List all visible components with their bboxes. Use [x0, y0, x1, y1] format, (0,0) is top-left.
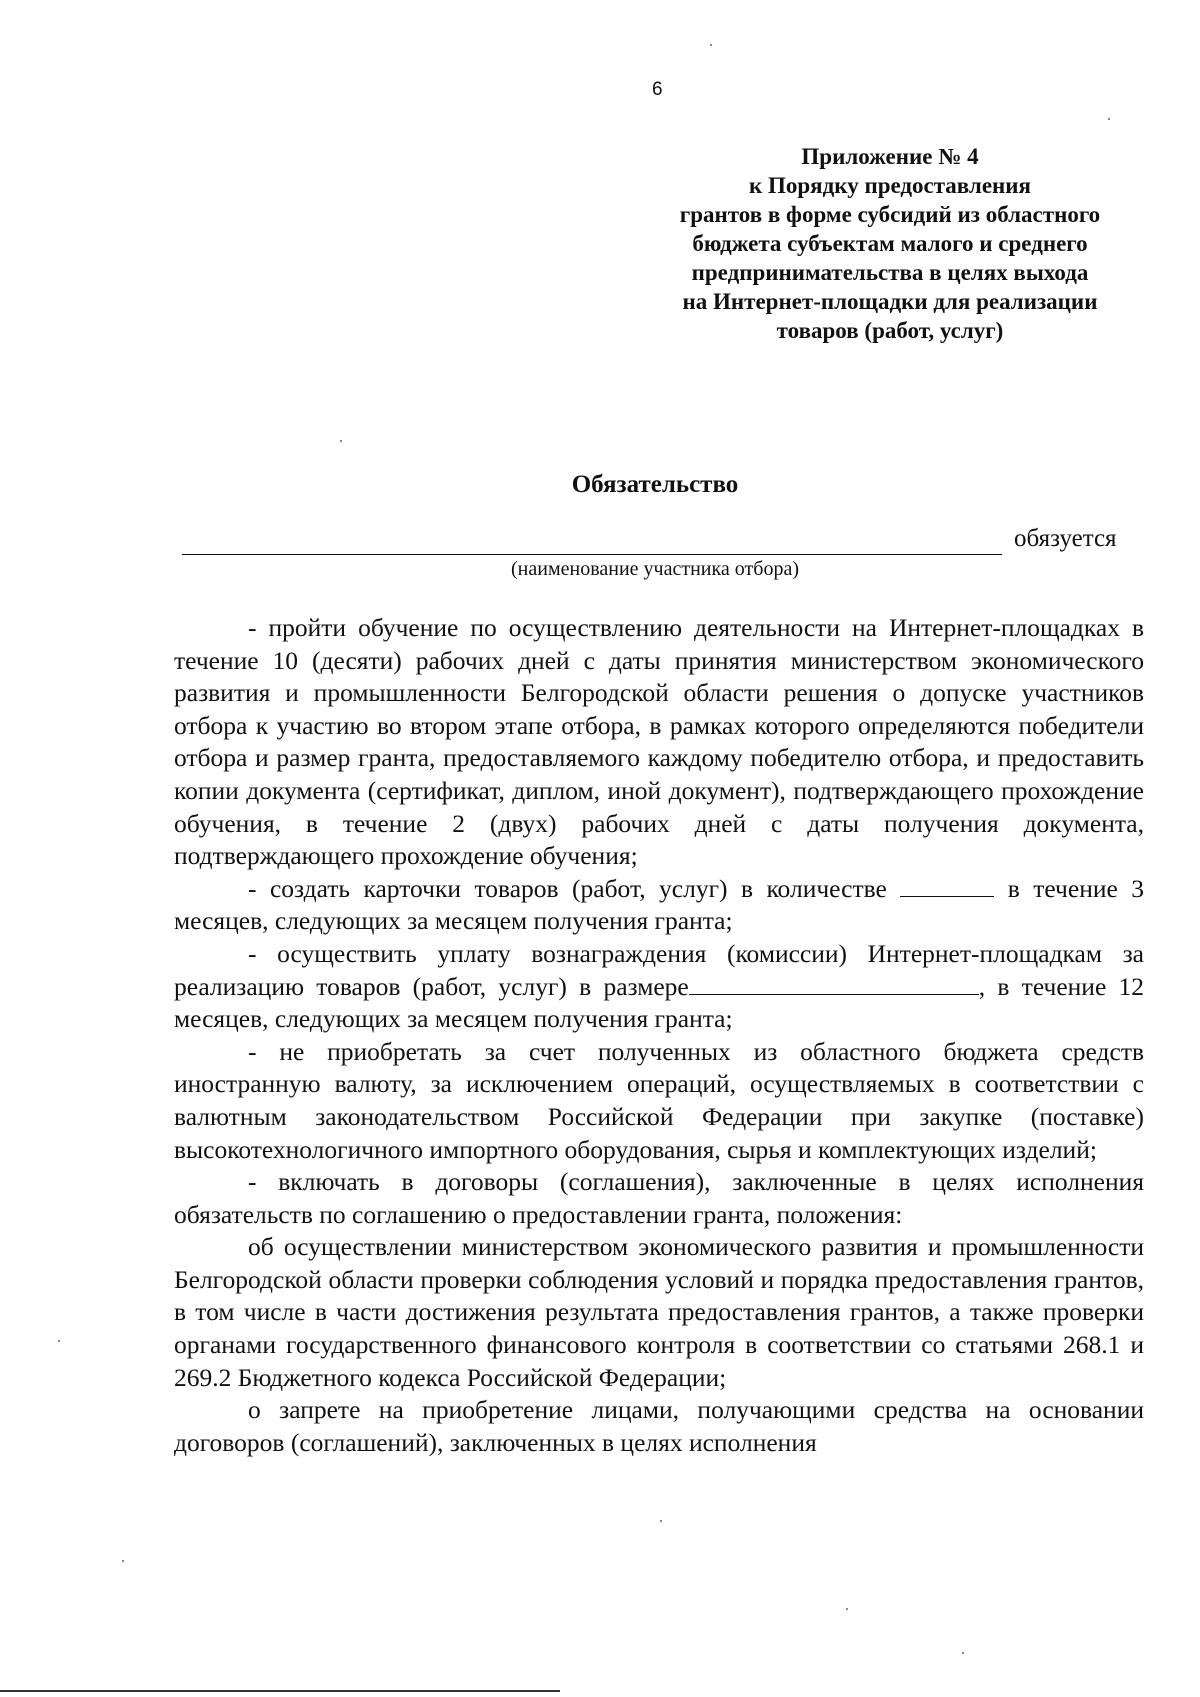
- scan-speck: [58, 1340, 60, 1342]
- scan-speck: [340, 440, 342, 442]
- appendix-line: бюджета субъектам малого и среднего: [692, 231, 1088, 256]
- appendix-line: к Порядку предоставления: [749, 173, 1031, 198]
- commission-amount-blank: [689, 993, 979, 995]
- participant-name-blank: [182, 554, 1002, 555]
- participant-caption: (наименование участника отбора): [511, 558, 799, 580]
- paragraph-inspection: об осуществлении министерством экономического развития и промышленности Белгородской области проверки соблюдения условий и порядка предоставления грантов, в том числе в части достижения результата предоставления грантов, а также проверки органами государственного финансового контроля в соответствии со статьями 268.1 и 269.2 Бюджетного кодекса Российской Федерации;: [174, 1232, 1144, 1392]
- page-number: 6: [652, 79, 663, 100]
- paragraph-commission: [174, 938, 1144, 1036]
- paragraph-product-cards: [174, 873, 1144, 938]
- scan-speck: [710, 44, 712, 46]
- paragraph-training: - пройти обучение по осуществлению деятельности на Интернет-площадках в течение 10 (десяти) рабочих дней с даты принятия министерством экономического развития и промышленности Белгородской области решения о допуске участников отбора к участию во втором этапе отбора, в рамках которого определяются победители отбора и размер гранта, предоставляемого каждому победителю отбора, и предоставить копии документа (сертификат, диплом, иной документ), подтверждающего прохождение обучения, в течение 2 (двух) рабочих дней с даты получения документа, подтверждающего прохождение обучения;: [174, 613, 1144, 871]
- product-cards-count-blank: [900, 895, 994, 897]
- paragraph-product-cards-start: - создать карточки товаров (работ, услуг) в количестве: [248, 873, 887, 903]
- paragraph-product-cards-end: в течение 3 месяцев, следующих за месяцем получения гранта;: [174, 873, 1145, 936]
- appendix-header: [640, 142, 1140, 345]
- scan-speck: [1108, 118, 1110, 120]
- appendix-line: на Интернет-площадки для реализации: [682, 289, 1098, 314]
- appendix-line: предпринимательства в целях выхода: [691, 260, 1089, 285]
- appendix-line: грантов в форме субсидий из областного: [679, 202, 1101, 227]
- appendix-line: товаров (работ, услуг): [776, 318, 1004, 343]
- commission-comma: ,: [978, 971, 986, 1001]
- appendix-line: Приложение № 4: [801, 144, 979, 169]
- document-title: Обязательство: [571, 471, 739, 498]
- obligation-body: [174, 612, 1144, 1459]
- paragraph-currency: - не приобретать за счет полученных из областного бюджета средств иностранную валюту, за исключением операций, осуществляемых в соответствии с валютным законодательством Российской Федерации при закупке (поставке) высокотехнологичного импортного оборудования, сырья и комплектующих изделий;: [174, 1036, 1144, 1164]
- scan-speck: [846, 1608, 848, 1610]
- paragraph-commission-end: в течение 12 месяцев, следующих за месяцем получения гранта;: [174, 971, 1144, 1034]
- scan-speck: [660, 1520, 662, 1522]
- paragraph-prohibition: о запрете на приобретение лицами, получающими средства на основании договоров (соглашений), заключенных в целях исполнения: [174, 1395, 1144, 1457]
- scan-speck: [962, 1652, 964, 1654]
- paragraph-commission-start: - осуществить уплату вознаграждения (комиссии) Интернет-площадкам за реализацию товаров (работ, услуг) в размере: [174, 938, 1144, 1001]
- bottom-scan-rule: [0, 1690, 560, 1692]
- obliges-word: обязуется: [1014, 525, 1117, 552]
- paragraph-contracts: - включать в договоры (соглашения), заключенные в целях исполнения обязательств по соглашению о предоставлении гранта, положения:: [174, 1167, 1144, 1229]
- scan-speck: [122, 1560, 124, 1562]
